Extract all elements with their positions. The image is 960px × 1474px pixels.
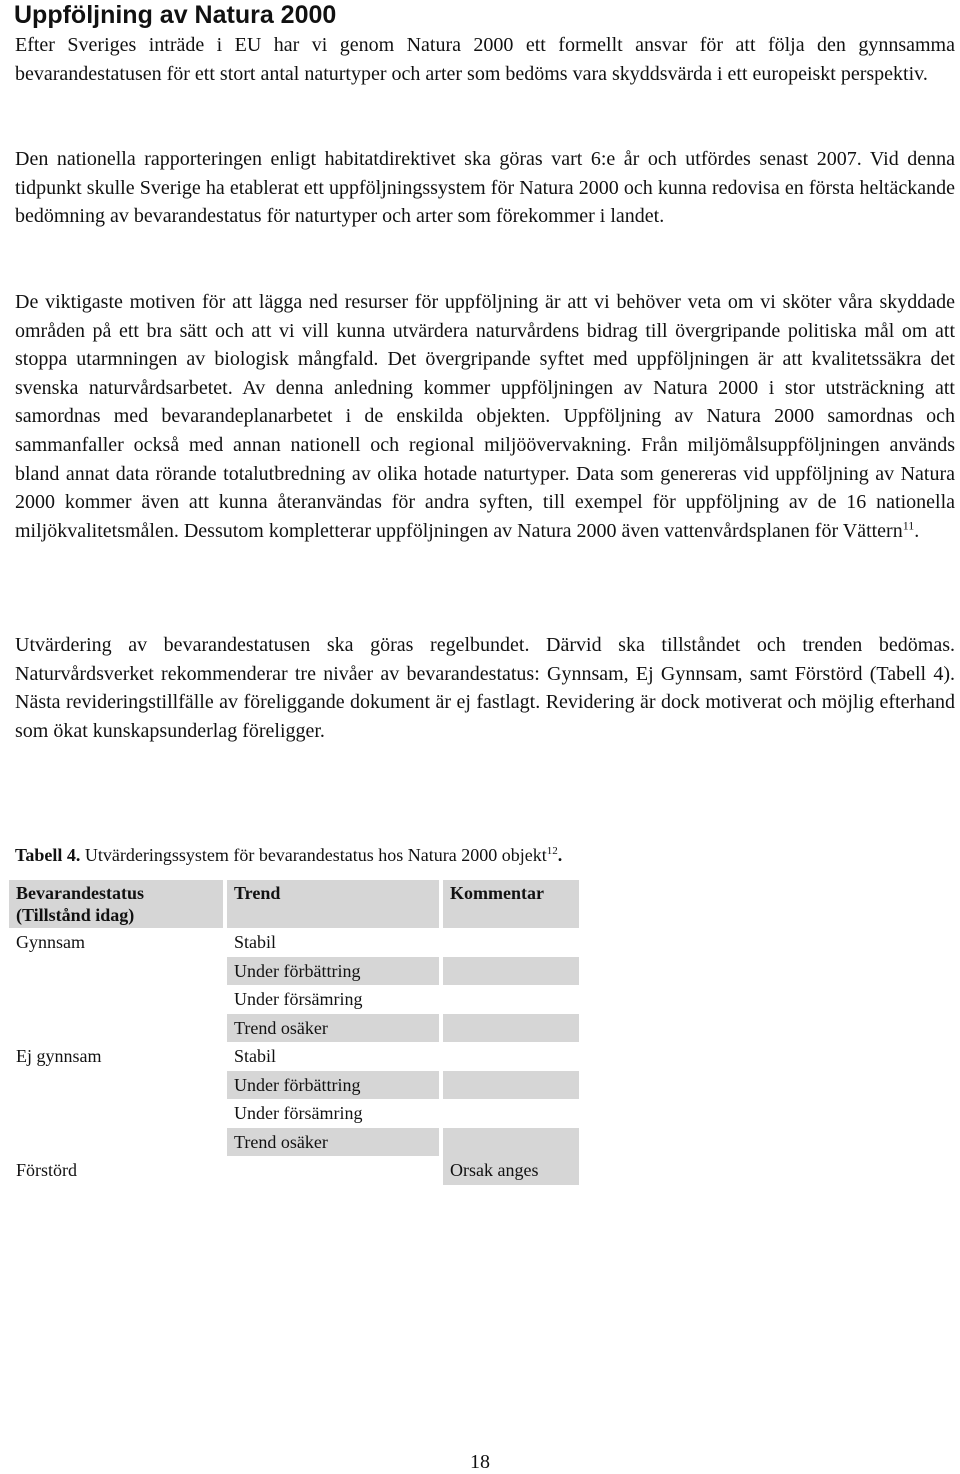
cell-comment — [443, 1014, 579, 1043]
paragraph-motives-text: De viktigaste motiven för att lägga ned resurser för uppföljning är att vi behöver veta om vi sköter våra skyddade områden på ett bra sätt och att vi vill kunna utvärdera naturvårdens bidrag till övergripande politiska mål om att stoppa utarmningen av biologisk mångfald. Det övergripande syftet med uppföljningen är att kvalitetssäkra det svenska naturvårdsarbetet. Av denna anledning kommer uppföljningen av Natura 2000 i stor utsträckning att samordnas med bevarandeplanarbetet i de enskilda objekten. Uppföljning av Natura 2000 samordnas och sammanfaller också med annan nationell och regional miljöövervakning. Från miljömålsuppföljningen används bland annat data rörande totalutbredning av olika hotade naturtyper. Data som genereras vid uppföljning av Natura 2000 kommer även att kunna återanvändas för andra syften, till exempel för uppföljning av de 16 nationella miljökvalitetsmålen. Dessutom kompletterar uppföljningen av Natura 2000 även vattenvårdsplanen för Vättern — [15, 291, 955, 542]
table-header-row — [9, 880, 579, 928]
cell-status: Ej gynnsam — [16, 1046, 102, 1066]
header-status-line1: Bevarandestatus — [16, 883, 145, 903]
section-heading: Uppföljning av Natura 2000 — [14, 1, 337, 29]
table-row — [9, 928, 579, 957]
cell-status — [9, 1071, 223, 1100]
cell-trend: Under försämring — [234, 989, 363, 1009]
status-table — [9, 880, 579, 1185]
paragraph-reporting: Den nationella rapporteringen enligt habitatdirektivet ska göras vart 6:e år och utfördes senast 2007. Vid denna tidpunkt skulle Sverige ha etablerat ett uppföljningssystem för Natura 2000 och kunna redovisa en första heltäckande bedömning av bevarandestatus för naturtyper och arter som förekommer i landet. — [15, 148, 955, 228]
table-row — [9, 1014, 579, 1043]
cell-comment — [443, 928, 579, 957]
header-trend: Trend — [227, 880, 439, 928]
table-row — [9, 1128, 579, 1157]
cell-status — [9, 1128, 223, 1157]
cell-trend: Under förbättring — [227, 957, 439, 986]
table-caption — [15, 843, 562, 867]
cell-comment — [443, 1128, 579, 1157]
table-caption-label: Tabell 4. — [15, 845, 81, 865]
cell-comment: Orsak anges — [443, 1156, 579, 1185]
cell-status — [9, 985, 223, 1014]
cell-trend: Trend osäker — [227, 1014, 439, 1043]
table-caption-end: . — [557, 845, 563, 865]
header-status-line2: (Tillstånd idag) — [16, 905, 135, 925]
cell-comment — [443, 957, 579, 986]
cell-comment — [443, 1099, 579, 1128]
page-number: 18 — [470, 1451, 490, 1473]
header-comment: Kommentar — [443, 880, 579, 928]
cell-comment — [443, 1042, 579, 1071]
cell-trend: Under förbättring — [227, 1071, 439, 1100]
paragraph-motives-end: . — [914, 519, 920, 542]
table-caption-text: Utvärderingssystem för bevarandestatus hos Natura 2000 objekt — [80, 845, 547, 865]
table-row — [9, 1042, 579, 1071]
table-row — [9, 1099, 579, 1128]
table-row — [9, 985, 579, 1014]
cell-trend: Trend osäker — [227, 1128, 439, 1157]
header-status — [9, 880, 223, 928]
cell-status — [9, 1014, 223, 1043]
table-row — [9, 1071, 579, 1100]
cell-status — [9, 957, 223, 986]
cell-trend: Under försämring — [234, 1103, 363, 1123]
paragraph-intro: Efter Sveriges inträde i EU har vi genom Natura 2000 ett formellt ansvar för att följa den gynnsamma bevarandestatusen för ett stort antal naturtyper och arter som bedöms vara skyddsvärda i ett europeiskt perspektiv. — [15, 34, 955, 85]
cell-comment — [443, 985, 579, 1014]
cell-status: Gynnsam — [16, 932, 85, 952]
cell-comment — [443, 1071, 579, 1100]
footnote-reference-11: 11 — [902, 518, 915, 533]
table-row — [9, 1156, 579, 1185]
cell-status: Förstörd — [16, 1160, 78, 1180]
cell-status — [9, 1099, 223, 1128]
paragraph-motives — [15, 288, 955, 545]
footnote-reference-12: 12 — [546, 845, 558, 857]
cell-trend: Stabil — [234, 1046, 277, 1066]
cell-trend — [227, 1156, 439, 1185]
cell-trend: Stabil — [234, 932, 277, 952]
table-row — [9, 957, 579, 986]
paragraph-evaluation: Utvärdering av bevarandestatusen ska göras regelbundet. Därvid ska tillståndet och trenden bedömas. Naturvårdsverket rekommenderar tre nivåer av bevarandestatus: Gynnsam, Ej Gynnsam, samt Förstörd (Tabell 4). Nästa revideringstillfälle av föreliggande dokument är ej fastlagt. Revidering är dock motiverat och möjlig efterhand som ökat kunskapsunderlag föreligger. — [15, 634, 955, 742]
